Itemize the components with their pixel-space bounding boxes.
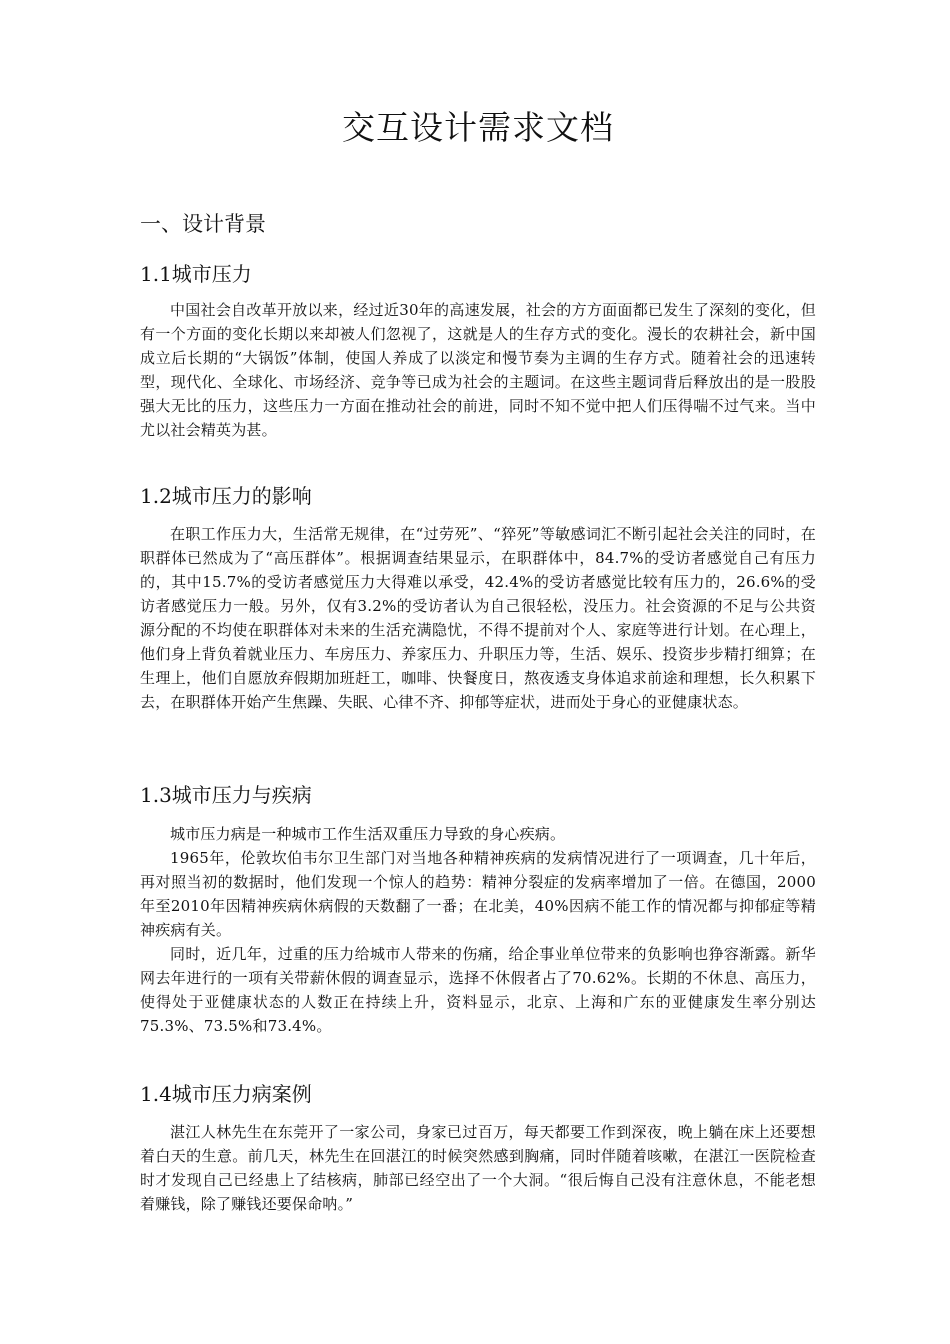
paragraph: 1965年，伦敦坎伯韦尔卫生部门对当地各种精神疾病的发病情况进行了一项调查，几十年后，再对照当初的数据时，他们发现一个惊人的趋势：精神分裂症的发病率增加了一倍。在德国，2000年至2010年因精神疾病休病假的天数翻了一番；在北美，40%因病不能工作的情况都与抑郁症等精神疾病有关。 xyxy=(140,849,816,939)
subsection-body-pressure-disease xyxy=(140,822,816,1038)
subsection-heading-city-pressure: 1.1城市压力 xyxy=(140,262,252,286)
paragraph: 中国社会自改革开放以来，经过近30年的高速发展，社会的方方面面都已发生了深刻的变化，但有一个方面的变化长期以来却被人们忽视了，这就是人的生存方式的变化。漫长的农耕社会，新中国成立后长期的“大锅饭”体制，使国人养成了以淡定和慢节奏为主调的生存方式。随着社会的迅速转型，现代化、全球化、市场经济、竞争等已成为社会的主题词。在这些主题词背后释放出的是一股股强大无比的压力，这些压力一方面在推动社会的前进，同时不知不觉中把人们压得喘不过气来。当中尤以社会精英为甚。 xyxy=(140,301,816,439)
subsection-body-city-pressure xyxy=(140,298,816,442)
subsection-heading-case-study: 1.4城市压力病案例 xyxy=(140,1082,312,1106)
subsection-body-pressure-impact xyxy=(140,522,816,714)
subsection-heading-pressure-impact: 1.2城市压力的影响 xyxy=(140,484,312,508)
paragraph: 在职工作压力大，生活常无规律，在“过劳死”、“猝死”等敏感词汇不断引起社会关注的同时，在职群体已然成为了“高压群体”。根据调查结果显示，在职群体中，84.7%的受访者感觉自己有压力的，其中15.7%的受访者感觉压力大得难以承受，42.4%的受访者感觉比较有压力的，26.6%的受访者感觉压力一般。另外，仅有3.2%的受访者认为自己很轻松，没压力。社会资源的不足与公共资源分配的不均使在职群体对未来的生活充满隐忧，不得不提前对个人、家庭等进行计划。在心理上，他们身上背负着就业压力、车房压力、养家压力、升职压力等，生活、娱乐、投资步步精打细算；在生理上，他们自愿放弃假期加班赶工，咖啡、快餐度日，熬夜透支身体追求前途和理想，长久积累下去，在职群体开始产生焦躁、失眠、心律不齐、抑郁等症状，进而处于身心的亚健康状态。 xyxy=(140,525,816,711)
paragraph: 城市压力病是一种城市工作生活双重压力导致的身心疾病。 xyxy=(170,825,566,843)
document-title: 交互设计需求文档 xyxy=(342,108,614,147)
paragraph: 同时，近几年，过重的压力给城市人带来的伤痛，给企事业单位带来的负影响也狰容渐露。新华网去年进行的一项有关带薪休假的调查显示，选择不休假者占了70.62%。长期的不休息、高压力，使得处于亚健康状态的人数正在持续上升，资料显示，北京、上海和广东的亚健康发生率分别达75.3%、73.5%和73.4%。 xyxy=(140,945,816,1035)
section-heading-background: 一、设计背景 xyxy=(140,212,266,236)
subsection-body-case-study xyxy=(140,1120,816,1216)
subsection-heading-pressure-disease: 1.3城市压力与疾病 xyxy=(140,783,312,807)
paragraph: 湛江人林先生在东莞开了一家公司，身家已过百万，每天都要工作到深夜，晚上躺在床上还要想着白天的生意。前几天，林先生在回湛江的时候突然感到胸痛，同时伴随着咳嗽，在湛江一医院检查时才发现自己已经患上了结核病，肺部已经空出了一个大洞。“很后悔自己没有注意休息，不能老想着赚钱，除了赚钱还要保命呐。” xyxy=(140,1123,816,1213)
